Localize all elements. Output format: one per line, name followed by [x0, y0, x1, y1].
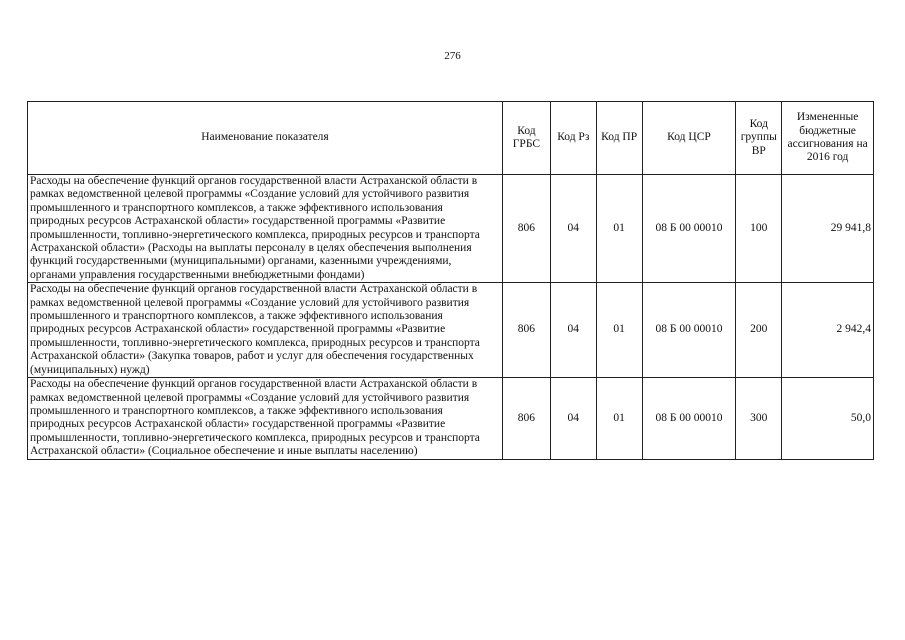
- header-rz: Код Рз: [550, 102, 596, 175]
- row-vr: 300: [736, 378, 782, 459]
- page-number: 276: [444, 50, 461, 62]
- row-name: Расходы на обеспечение функций органов государственной власти Астраханской области в рамках ведомственной целевой программы «Создание условий для устойчивого развития промышленного и транспортного комплексов, а также эффективного использования природных ресурсов Астраханской области» государственной программы «Развитие промышленности, топливно-энергетического комплекса, природных ресурсов и транспорта Астраханской области» (Закупка товаров, работ и услуг для обеспечения государственных (муниципальных) нужд): [28, 283, 503, 378]
- row-rz: 04: [550, 175, 596, 283]
- header-grbs: Код ГРБС: [502, 102, 550, 175]
- row-vr: 100: [736, 175, 782, 283]
- row-csr: 08 Б 00 00010: [642, 378, 736, 459]
- row-rz: 04: [550, 283, 596, 378]
- row-amount: 2 942,4: [782, 283, 874, 378]
- budget-table: [27, 101, 874, 460]
- row-rz: 04: [550, 378, 596, 459]
- header-pr: Код ПР: [596, 102, 642, 175]
- row-amount: 29 941,8: [782, 175, 874, 283]
- table-row: [28, 283, 874, 378]
- header-vr: Код группы ВР: [736, 102, 782, 175]
- table-row: [28, 378, 874, 459]
- row-name: Расходы на обеспечение функций органов государственной власти Астраханской области в рамках ведомственной целевой программы «Создание условий для устойчивого развития промышленного и транспортного комплексов, а также эффективного использования природных ресурсов Астраханской области» государственной программы «Развитие промышленности, топливно-энергетического комплекса, природных ресурсов и транспорта Астраханской области» (Расходы на выплаты персоналу в целях обеспечения выполнения функций государственными (муниципальными) органами, казенными учреждениями, органами управления государственными внебюджетными фондами): [28, 175, 503, 283]
- row-pr: 01: [596, 283, 642, 378]
- row-pr: 01: [596, 378, 642, 459]
- row-grbs: 806: [502, 175, 550, 283]
- row-csr: 08 Б 00 00010: [642, 283, 736, 378]
- row-vr: 200: [736, 283, 782, 378]
- table-header-row: [28, 102, 874, 175]
- row-pr: 01: [596, 175, 642, 283]
- header-csr: Код ЦСР: [642, 102, 736, 175]
- row-name: Расходы на обеспечение функций органов государственной власти Астраханской области в рамках ведомственной целевой программы «Создание условий для устойчивого развития промышленного и транспортного комплексов, а также эффективного использования природных ресурсов Астраханской области» государственной программы «Развитие промышленности, топливно-энергетического комплекса, природных ресурсов и транспорта Астраханской области» (Социальное обеспечение и иные выплаты населению): [28, 378, 503, 459]
- header-name: Наименование показателя: [28, 102, 503, 175]
- header-amount: Измененные бюджетные ассигнования на 2016 год: [782, 102, 874, 175]
- row-amount: 50,0: [782, 378, 874, 459]
- row-csr: 08 Б 00 00010: [642, 175, 736, 283]
- table-row: [28, 175, 874, 283]
- row-grbs: 806: [502, 378, 550, 459]
- row-grbs: 806: [502, 283, 550, 378]
